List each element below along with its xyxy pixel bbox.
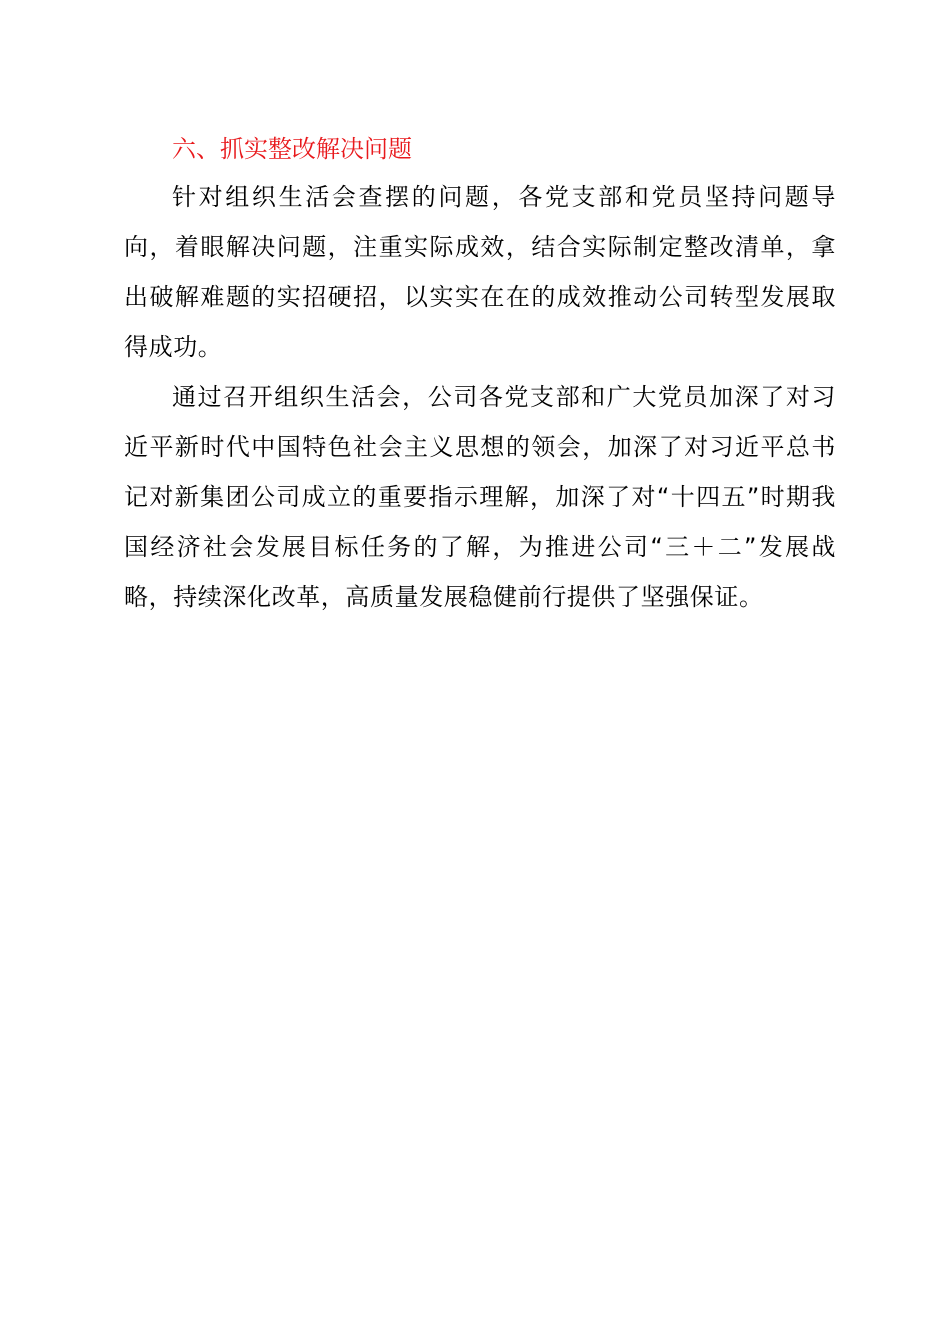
document-page [124,126,836,622]
section-heading: 六、抓实整改解决问题 [172,135,412,163]
paragraph-conclusion: 通过召开组织生活会，公司各党支部和广大党员加深了对习近平新时代中国特色社会主义思想的领会，加深了对习近平总书记对新集团公司成立的重要指示理解，加深了对“十四五”时期我国经济社会发展目标任务的了解，为推进公司“三＋二”发展战略，持续深化改革，高质量发展稳健前行提供了坚强保证。 [124,383,836,611]
paragraph-rectification: 针对组织生活会查摆的问题，各党支部和党员坚持问题导向，着眼解决问题，注重实际成效，结合实际制定整改清单，拿出破解难题的实招硬招，以实实在在的成效推动公司转型发展取得成功。 [124,183,836,361]
